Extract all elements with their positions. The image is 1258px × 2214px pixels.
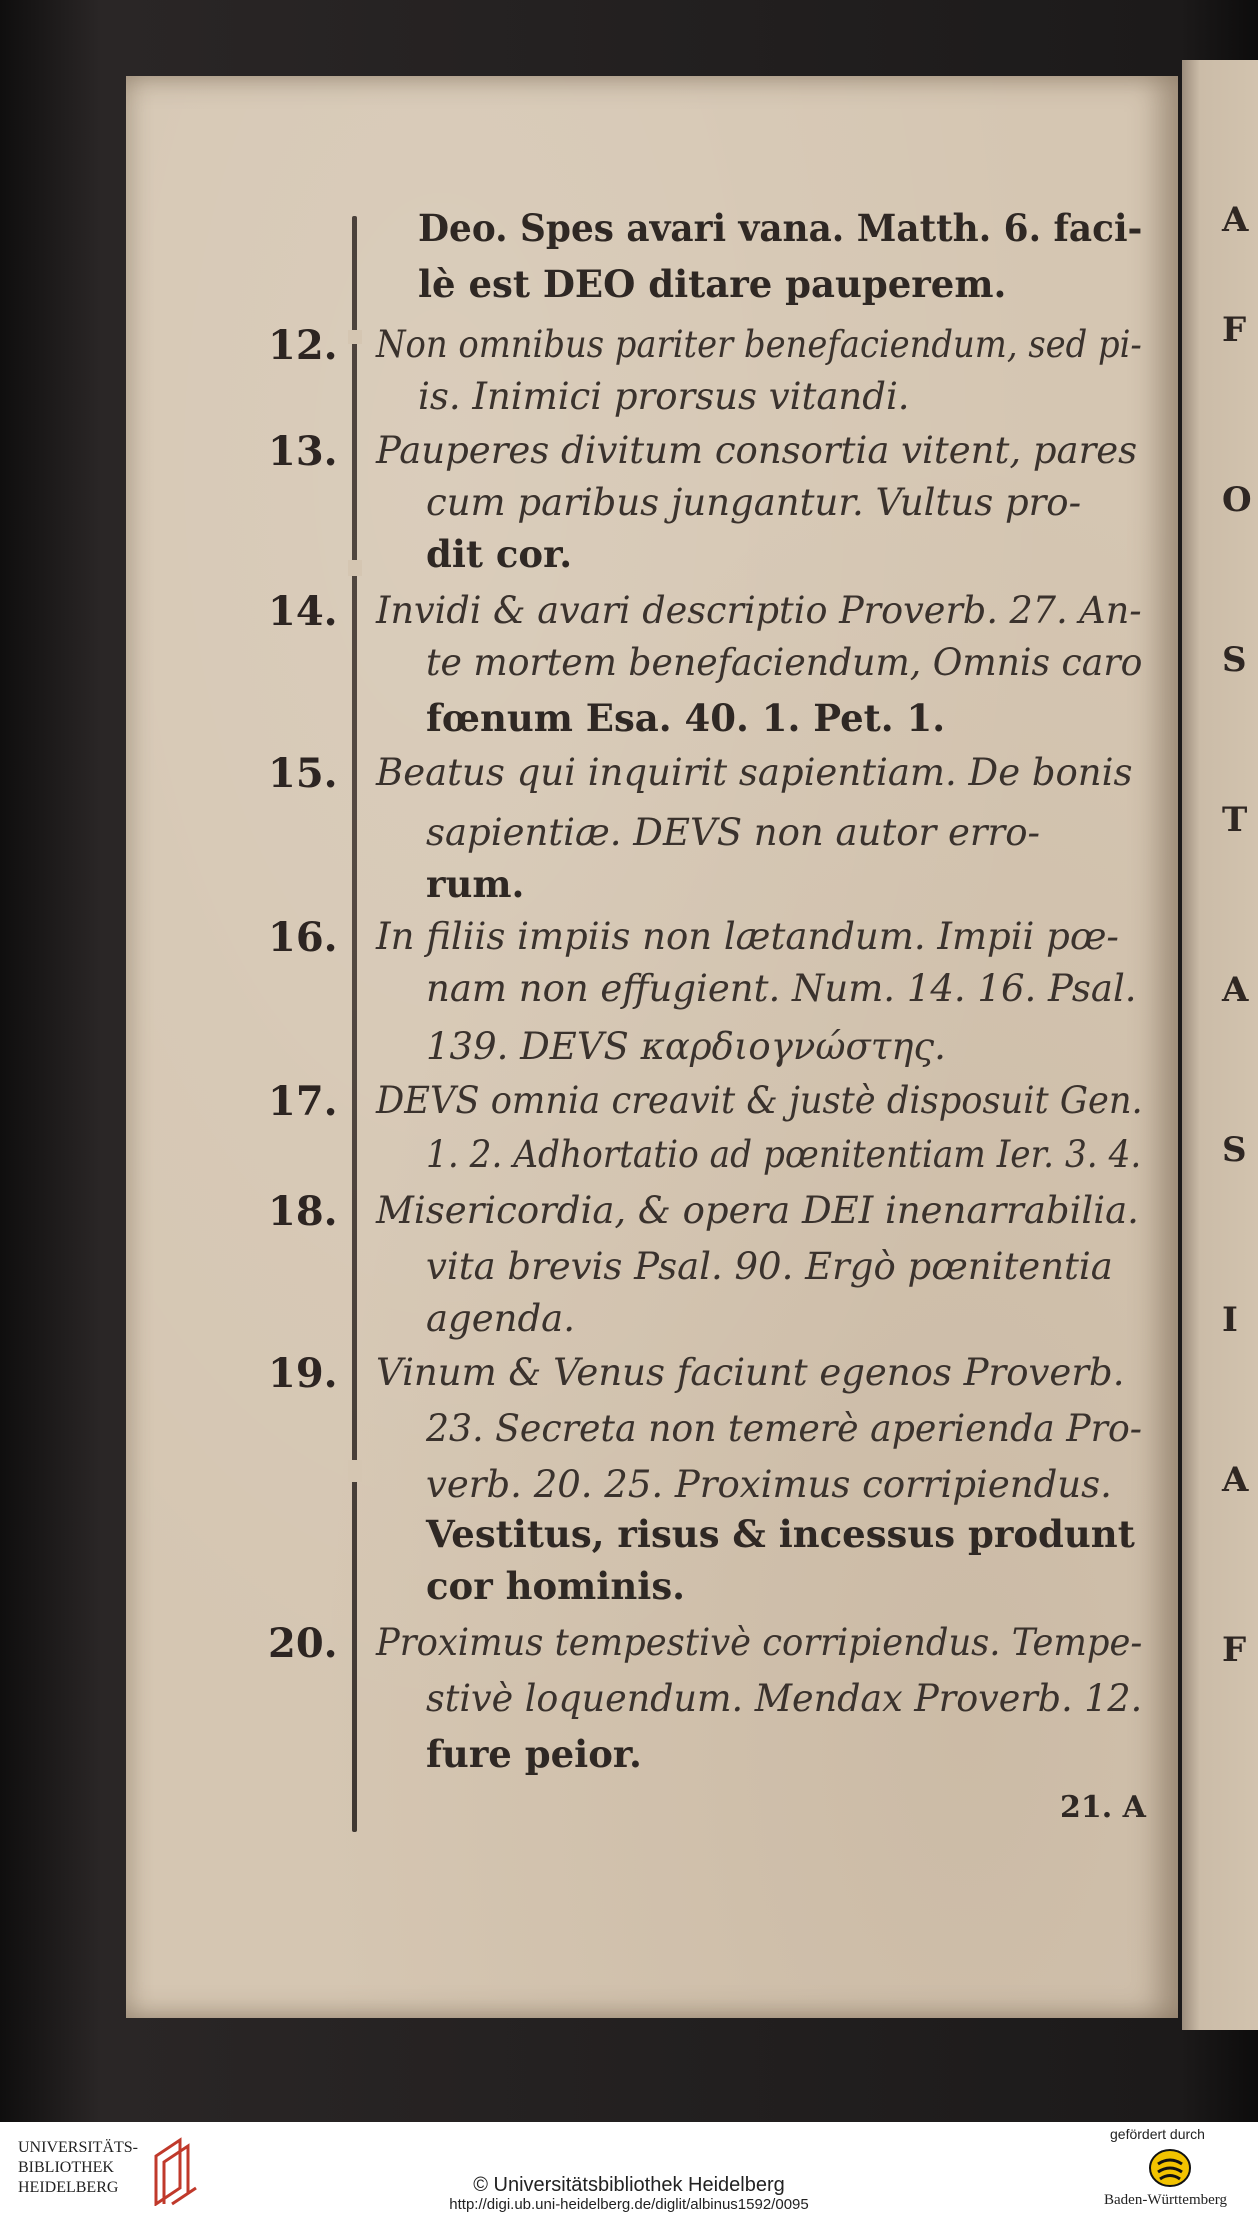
text-line: Misericordia, & opera DEI inenarrabilia. [376, 1189, 1139, 1232]
logo-line: BIBLIOTHEK [18, 2159, 114, 2176]
text-line: cum paribus jungantur. Vultus pro- [426, 481, 1082, 524]
text-line: Deo. Spes avari vana. Matth. 6. faci- [418, 206, 1143, 250]
text-line: Beatus qui inquirit sapientiam. De bonis [376, 751, 1133, 794]
permalink[interactable]: http://digi.ub.uni-heidelberg.de/diglit/albinus1592/0095 [449, 2196, 809, 2213]
text-line: sapientiæ. DEVS non autor erro- [426, 811, 1041, 854]
facing-page-letter: I [1222, 1300, 1238, 1340]
text-line: Vinum & Venus faciunt egenos Proverb. [376, 1351, 1125, 1394]
entry-number: 17. [268, 1078, 338, 1125]
facing-page-letter: A [1222, 970, 1249, 1010]
text-line: is. Inimici prorsus vitandi. [418, 375, 910, 418]
text-line: fure peior. [426, 1732, 642, 1776]
facing-page-letter: O [1222, 480, 1252, 520]
entry-number: 18. [268, 1188, 338, 1235]
entry-number: 13. [268, 428, 338, 475]
margin-rule-gap [348, 330, 362, 344]
baden-wuerttemberg-seal-icon [1148, 2148, 1192, 2188]
viewer-footer [0, 2122, 1258, 2214]
text-line: lè est DEO ditare pauperem. [418, 262, 1007, 306]
text-line: te mortem benefaciendum, Omnis caro [426, 641, 1143, 684]
facing-page-letter: F [1222, 310, 1247, 350]
text-line: Invidi & avari descriptio Proverb. 27. An- [376, 589, 1142, 632]
text-line: fœnum Esa. 40. 1. Pet. 1. [426, 696, 946, 740]
facing-page-letter: S [1222, 1130, 1247, 1170]
facing-page-letter: A [1222, 200, 1249, 240]
text-line: stivè loquendum. Mendax Proverb. 12. [426, 1677, 1143, 1720]
facing-page-letter: A [1222, 1460, 1249, 1500]
margin-rule [352, 216, 357, 1832]
facing-page-letter: F [1222, 1630, 1247, 1670]
text-line: 1. 2. Adhortatio ad pœnitentiam Ier. 3. 4. [426, 1133, 1142, 1176]
text-line: Proximus tempestivè corripiendus. Tempe- [376, 1621, 1143, 1664]
funder-name: Baden-Württemberg [1104, 2192, 1228, 2208]
text-line: verb. 20. 25. Proximus corripiendus. [426, 1463, 1112, 1506]
entry-number: 14. [268, 588, 338, 635]
copyright-notice: © Universitätsbibliothek Heidelberg [473, 2174, 785, 2196]
funding-label: gefördert durch [1110, 2126, 1205, 2142]
text-line: nam non effugient. Num. 14. 16. Psal. [426, 967, 1137, 1010]
facing-page-letter: S [1222, 640, 1247, 680]
text-line: rum. [426, 862, 525, 906]
text-line: DEVS omnia creavit & justè disposuit Gen. [376, 1079, 1143, 1122]
text-line: agenda. [426, 1297, 575, 1340]
entry-number: 12. [268, 322, 338, 369]
entry-number: 20. [268, 1620, 338, 1667]
text-line: In filiis impiis non lætandum. Impii pœ- [376, 915, 1119, 958]
text-line: Vestitus, risus & incessus produnt [426, 1512, 1135, 1556]
logo-line: HEIDELBERG [18, 2179, 119, 2196]
entry-number: 19. [268, 1350, 338, 1397]
text-line: cor hominis. [426, 1564, 686, 1608]
catchword: 21. A [1060, 1790, 1146, 1825]
text-line: Pauperes divitum consortia vitent, pares [376, 429, 1138, 472]
margin-rule-gap [348, 560, 362, 576]
margin-rule-gap [348, 1460, 362, 1482]
logo-line: UNIVERSITÄTS- [18, 2139, 138, 2156]
text-line: vita brevis Psal. 90. Ergò pœnitentia [426, 1245, 1113, 1288]
text-line: Non omnibus pariter benefaciendum, sed pi- [376, 323, 1142, 366]
facing-page-letter: T [1222, 800, 1248, 840]
text-line: dit cor. [426, 532, 573, 576]
facing-page-edge [1182, 60, 1258, 2030]
entry-number: 15. [268, 750, 338, 797]
entry-number: 16. [268, 914, 338, 961]
text-line: 139. DEVS καρδιογνώστης. [426, 1025, 946, 1068]
text-line: 23. Secreta non temerè aperienda Pro- [426, 1407, 1143, 1450]
